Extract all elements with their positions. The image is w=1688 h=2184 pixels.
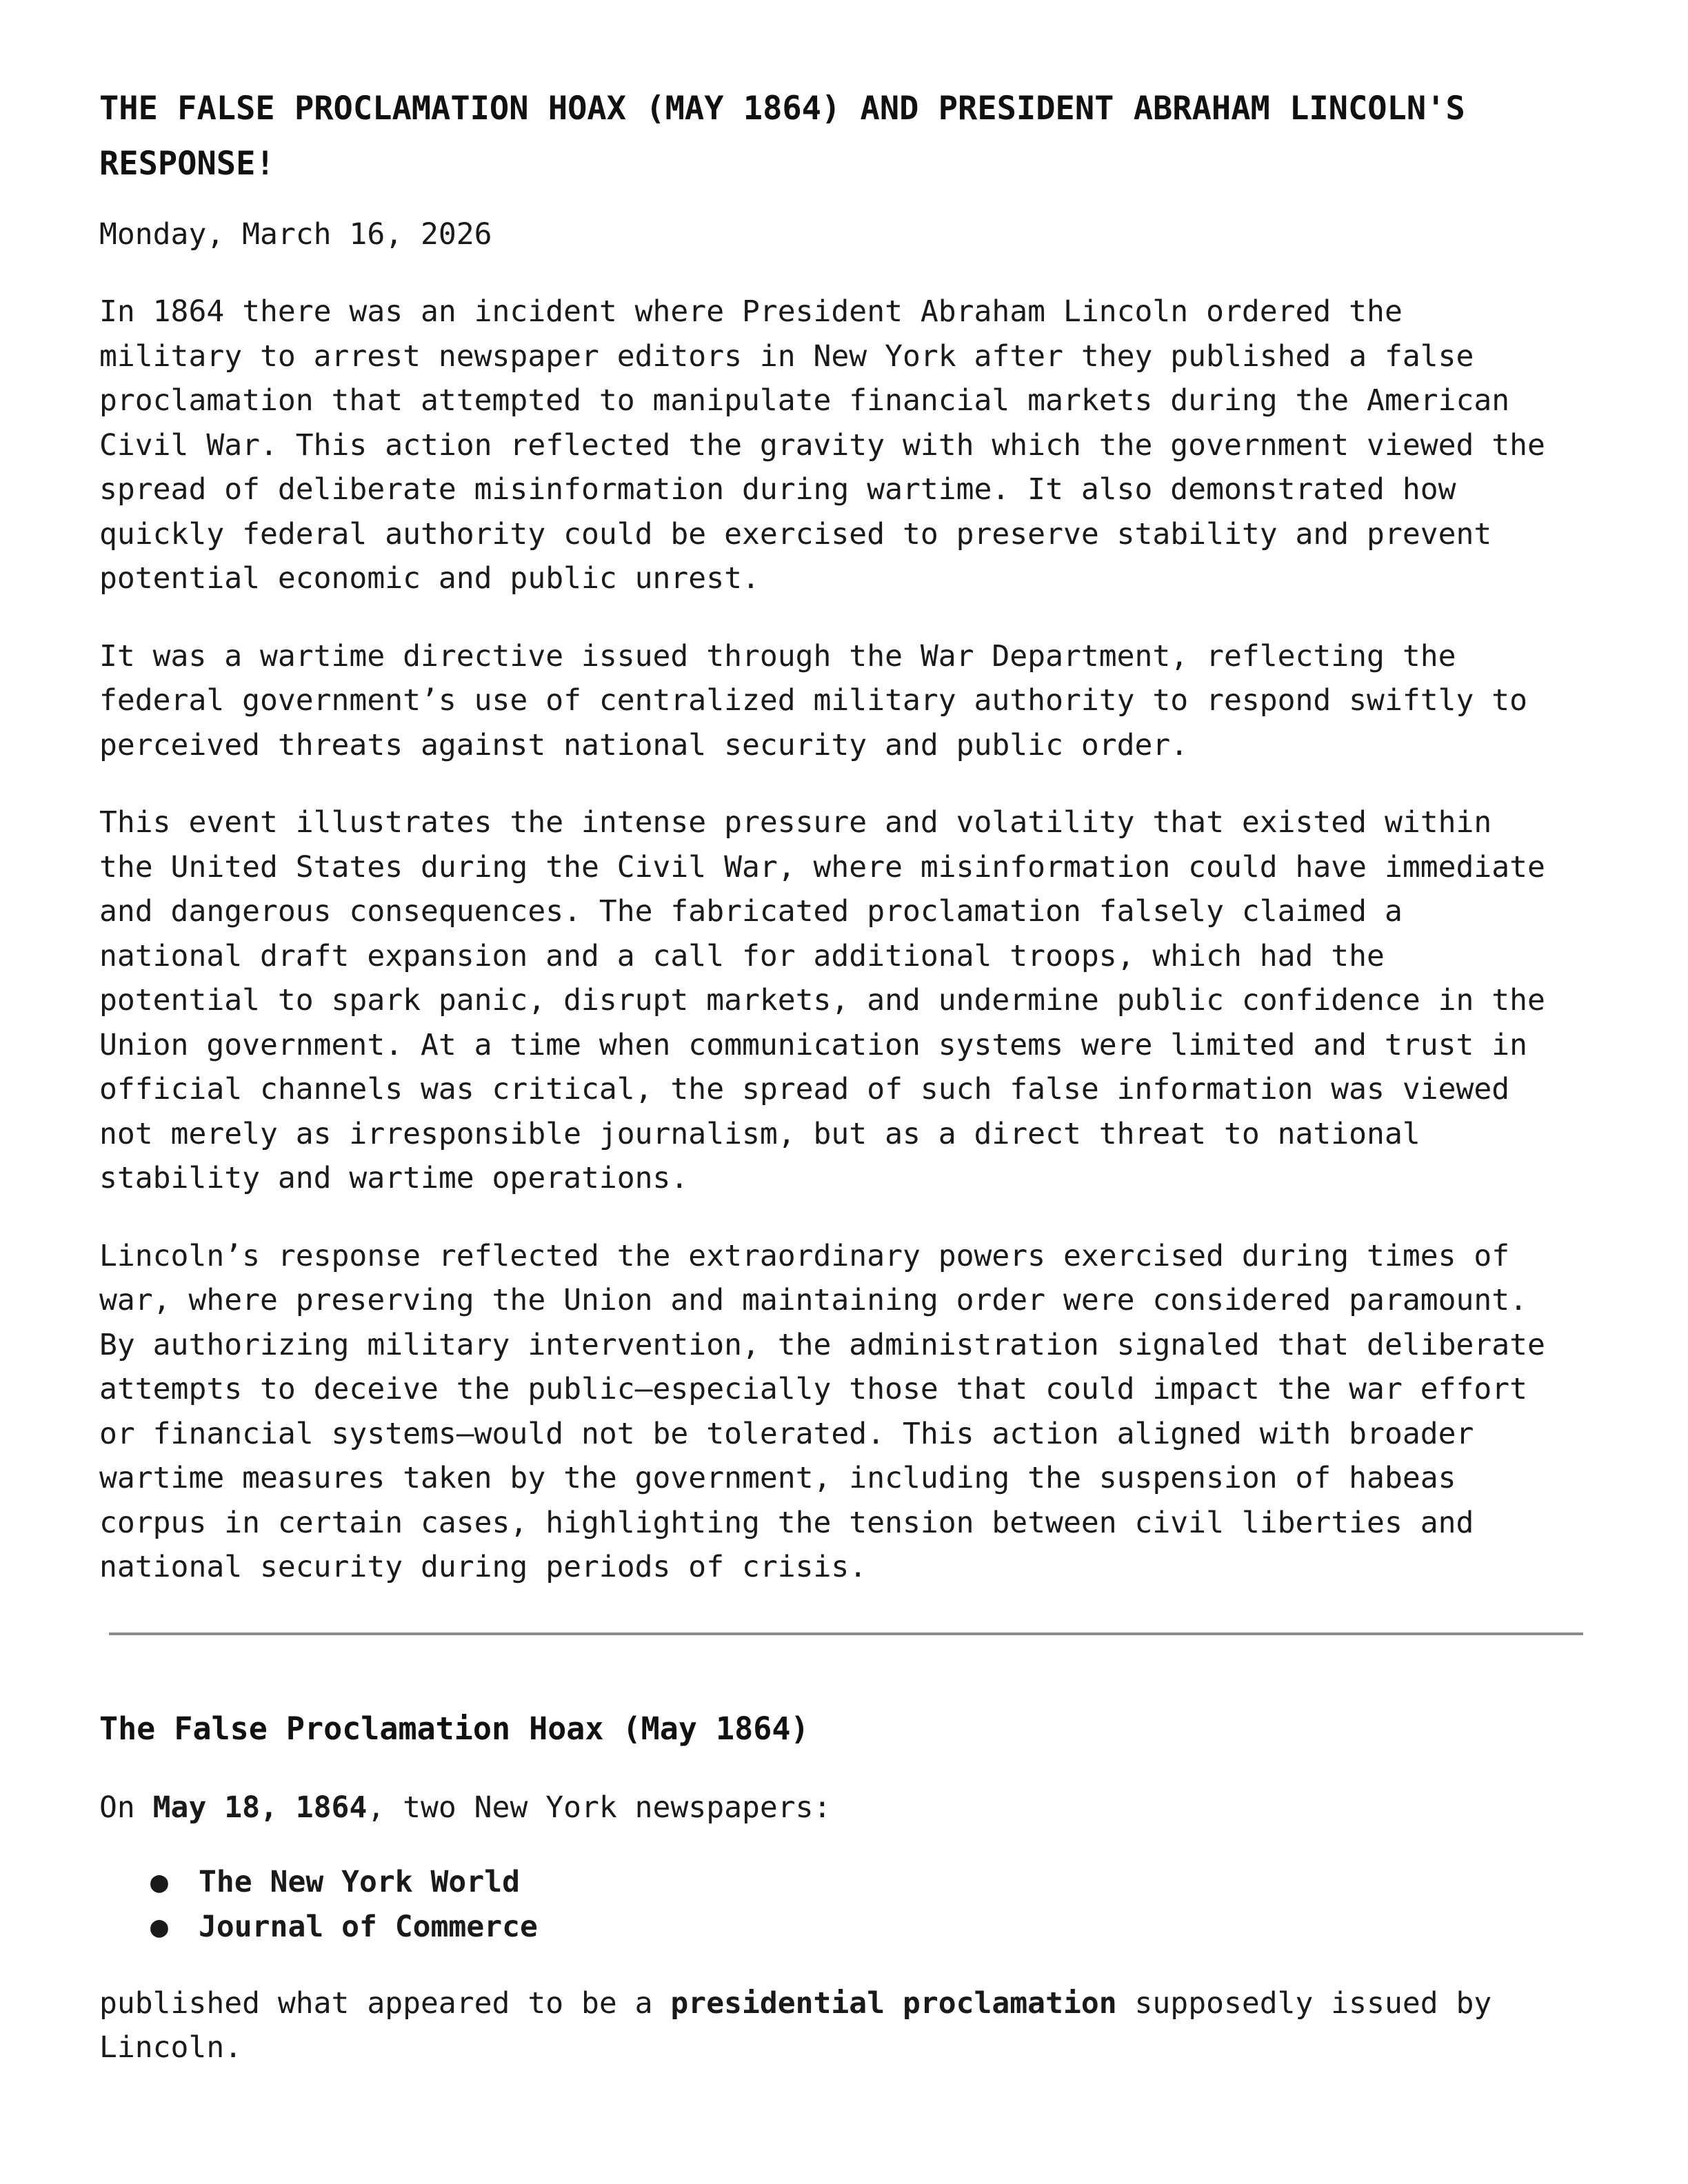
newspaper-list (99, 1860, 1589, 1950)
section-intro (99, 1786, 1589, 1830)
intro-suffix: , two New York newspapers: (367, 1790, 832, 1825)
section-divider (109, 1632, 1583, 1635)
closing-paragraph (99, 1981, 1589, 2070)
list-item (150, 1860, 1589, 1905)
newspaper-name: Journal of Commerce (199, 1909, 538, 1944)
closing-emphasis: presidential proclamation (670, 1985, 1117, 2021)
paragraph-3: This event illustrates the intense pressure and volatility that existed within the United States during the Civil War, where misinformation could have immediate and dangerous consequences. The fabricated proclamation falsely claimed a national draft expansion and a call for additional troops, which had the potential to spark panic, disrupt markets, and undermine public confidence in the Union government. At a time when communication systems were limited and trust in official channels was critical, the spread of such false information was viewed not merely as irresponsible journalism, but as a direct threat to national stability and wartime operations. (99, 805, 1545, 1195)
closing-prefix: published what appeared to be a (99, 1985, 671, 2021)
document-page (99, 81, 1589, 2103)
paragraph-4: Lincoln’s response reflected the extraordinary powers exercised during times of war, where preserving the Union and maintaining order were considered paramount. By authorizing military intervention, the administration signaled that deliberate attempts to deceive the public—especially those that could impact the war effort or financial systems—would not be tolerated. This action aligned with broader wartime measures taken by the government, including the suspension of habeas corpus in certain cases, highlighting the tension between civil liberties and national security during periods of crisis. (99, 1238, 1545, 1584)
intro-prefix: On (99, 1790, 153, 1825)
list-item (150, 1905, 1589, 1950)
closing-suffix: supposedly issued by Lincoln. (99, 1985, 1492, 2065)
paragraph-2: It was a wartime directive issued through the War Department, reflecting the federal government’s use of centralized military authority to respond swiftly to perceived threats against national security and public order. (99, 638, 1528, 762)
document-title: THE FALSE PROCLAMATION HOAX (MAY 1864) AND PRESIDENT ABRAHAM LINCOLN'S RESPONSE! (99, 90, 1465, 183)
newspaper-name: The New York World (199, 1864, 520, 1899)
section-heading: The False Proclamation Hoax (May 1864) (99, 1710, 810, 1747)
paragraph-1: In 1864 there was an incident where President Abraham Lincoln ordered the military to arrest newspaper editors in New York after they published a false proclamation that attempted to manipulate financial markets during the American Civil War. This action reflected the gravity with which the government viewed the spread of deliberate misinformation during wartime. It also demonstrated how quickly federal authority could be exercised to preserve stability and prevent potential economic and public unrest. (99, 294, 1545, 596)
intro-date: May 18, 1864 (152, 1790, 368, 1825)
bullet-icon: ● (150, 1909, 168, 1944)
document-date: Monday, March 16, 2026 (99, 217, 492, 252)
bullet-icon: ● (150, 1864, 168, 1899)
